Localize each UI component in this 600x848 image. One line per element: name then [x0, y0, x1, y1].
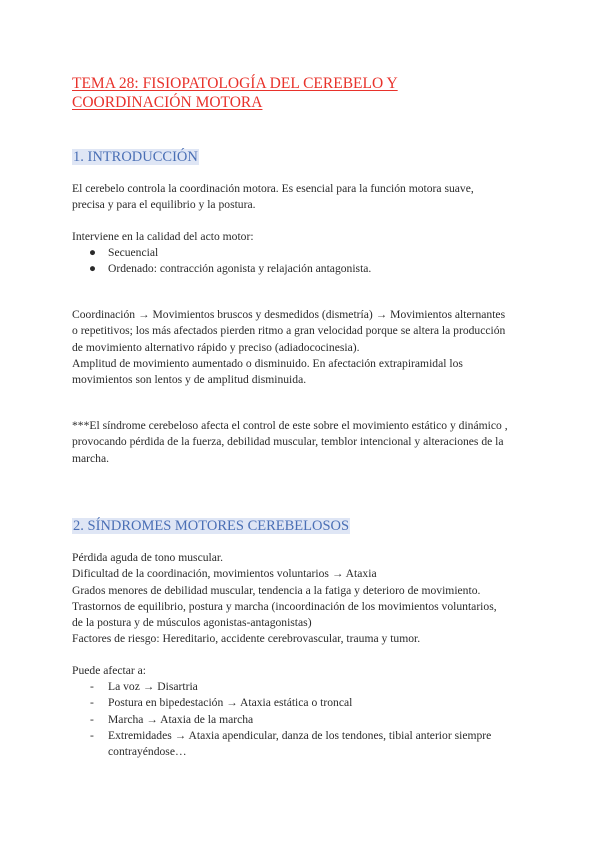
text-line: Puede afectar a: [72, 664, 147, 677]
list-item-text: Postura en bipedestación → Ataxia estática o troncal [108, 696, 353, 710]
text-line: Interviene en la calidad del acto motor: [72, 230, 254, 243]
text-line: Amplitud de movimiento aumentado o disminuido. En afectación extrapiramidal los [72, 356, 463, 370]
bullet-marker: ● [89, 246, 97, 259]
text-line: Pérdida aguda de tono muscular. [72, 551, 224, 564]
text-line: o repetitivos; los más afectados pierden ritmo a gran velocidad porque se altera la producción [72, 324, 506, 338]
text-line: Coordinación → Movimientos bruscos y desmedidos (dismetría) → Movimientos alternantes [72, 308, 506, 321]
list-item-text: Marcha → Ataxia de la marcha [108, 712, 254, 726]
dash-marker: - [90, 712, 94, 726]
section-heading-text: 1. INTRODUCCIÓN [73, 149, 198, 165]
dash-marker: - [90, 680, 94, 693]
dash-marker: - [90, 728, 94, 742]
text-line: Trastornos de equilibrio, postura y marcha (incoordinación de los movimientos voluntarios, [72, 599, 497, 613]
text-line: ***El síndrome cerebeloso afecta el control de este sobre el movimiento estático y dinámico , [72, 419, 508, 432]
list-item [72, 695, 491, 711]
text-line: movimientos son lentos y de amplitud disminuida. [72, 373, 307, 387]
section-heading-sindromes [72, 517, 350, 536]
text-line: provocando pérdida de la fuerza, debilidad muscular, temblor intencional y alteraciones de la [72, 435, 504, 449]
list-item [72, 712, 491, 728]
list-item-text: Ordenado: contracción agonista y relajación antagonista. [108, 262, 372, 276]
list-item [72, 679, 491, 695]
list-item [72, 261, 371, 277]
list-intro-label [72, 663, 542, 679]
bullet-list [72, 245, 371, 278]
list-item-text: Extremidades → Ataxia apendicular, danza de los tendones, tibial anterior siempre [108, 728, 492, 742]
title-line: TEMA 28: FISIOPATOLOGÍA DEL CEREBELO Y [72, 75, 398, 92]
list-item-text: La voz → Disartria [108, 680, 198, 693]
list-item-text: contrayéndose… [108, 745, 187, 759]
title-line: COORDINACIÓN MOTORA [72, 94, 263, 111]
list-item-text: Secuencial [108, 246, 159, 259]
list-item [72, 728, 491, 761]
dash-list [72, 679, 491, 760]
text-line: Factores de riesgo: Hereditario, accidente cerebrovascular, trauma y tumor. [72, 632, 421, 646]
bullet-marker: ● [89, 262, 97, 276]
text-line: marcha. [72, 451, 110, 465]
section-heading-text: 2. SÍNDROMES MOTORES CEREBELOSOS [73, 518, 350, 534]
dash-marker: - [90, 696, 94, 710]
list-intro-label [72, 229, 542, 245]
text-line: de movimiento alternativo rápido y preciso (adiadococinesia). [72, 340, 360, 354]
syndromes-paragraph [72, 550, 542, 648]
list-item [72, 245, 371, 261]
text-line: El cerebelo controla la coordinación motora. Es esencial para la función motora suave, [72, 182, 474, 195]
page-title [72, 74, 512, 112]
text-line: precisa y para el equilibrio y la postura. [72, 198, 256, 212]
note-paragraph [72, 418, 542, 467]
text-line: Dificultad de la coordinación, movimientos voluntarios → Ataxia [72, 567, 377, 581]
coordination-paragraph [72, 307, 542, 388]
text-line: de la postura y de músculos agonistas-antagonistas) [72, 616, 312, 630]
text-line: Grados menores de debilidad muscular, tendencia a la fatiga y deterioro de movimiento. [72, 583, 481, 597]
intro-paragraph [72, 181, 542, 214]
section-heading-introduccion [72, 148, 199, 167]
